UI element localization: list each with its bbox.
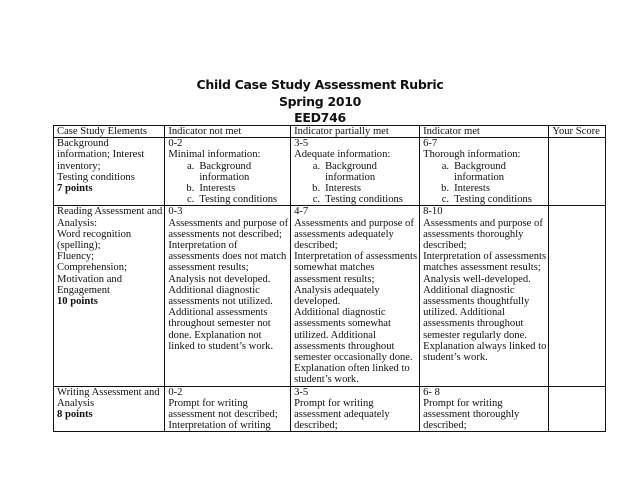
criteria-line: Additional diagnostic <box>423 284 515 296</box>
criteria-list-item-continued: information <box>454 171 505 183</box>
criteria-list-item: a. Background <box>186 160 252 172</box>
element-line: Writing Assessment and <box>57 386 160 398</box>
criteria-list-item: c. Testing conditions <box>441 194 532 206</box>
your-score-cell[interactable] <box>549 138 606 206</box>
header-indicator-met: Indicator met <box>420 126 549 138</box>
criteria-line: assessments somewhat <box>294 318 391 330</box>
criteria-line: Analysis not developed. <box>168 273 271 285</box>
criteria-line: assessments not utilized. <box>168 296 273 308</box>
criteria-line: assessments adequately <box>294 228 394 240</box>
criteria-line: Interpretation of writing <box>168 420 271 432</box>
criteria-list-item: b. Interests <box>441 183 490 195</box>
criteria-line: utilized. Additional <box>423 307 505 319</box>
criteria-line: Interpretation of assessments <box>294 251 418 263</box>
element-cell <box>54 138 165 206</box>
score-range: 3-5 <box>294 138 309 150</box>
criteria-line: assessments throughout <box>294 340 395 352</box>
element-line: Engagement <box>57 284 110 296</box>
criteria-line: utilized. Additional <box>294 329 376 341</box>
criteria-line: described; <box>294 240 338 252</box>
criteria-line: assessments does not match <box>168 251 287 263</box>
criteria-line: developed. <box>294 296 341 308</box>
criteria-intro: Thorough information: <box>423 149 521 161</box>
score-range: 8-10 <box>423 206 443 218</box>
table-row <box>54 386 606 432</box>
score-range: 6- 8 <box>423 386 440 398</box>
criteria-line: Analysis well-developed. <box>423 273 531 285</box>
your-score-cell[interactable] <box>549 206 606 386</box>
criteria-line: assessments thoroughly <box>423 228 524 240</box>
criteria-line: Assessments and purpose of <box>294 217 414 229</box>
your-score-cell[interactable] <box>549 386 606 432</box>
score-range: 0-3 <box>168 206 183 218</box>
criteria-line: described; <box>423 240 467 252</box>
criteria-line: Assessments and purpose of <box>423 217 543 229</box>
criteria-list-item: c. Testing conditions <box>186 194 278 206</box>
points-label: 8 points <box>57 409 93 421</box>
document-subtitle: Spring 2010 <box>278 93 362 109</box>
header-indicator-partially-met: Indicator partially met <box>291 126 420 138</box>
element-line: Analysis <box>57 397 95 409</box>
criteria-line: Additional assessments <box>168 307 268 319</box>
criteria-line: Prompt for writing <box>294 397 374 409</box>
criteria-line: semester occasionally done. <box>294 352 413 364</box>
met-cell <box>420 386 549 432</box>
title-block <box>0 77 640 127</box>
partially-met-cell <box>291 386 420 432</box>
element-line: Fluency; <box>57 251 95 263</box>
element-cell <box>54 206 165 386</box>
criteria-line: Additional diagnostic <box>294 307 386 319</box>
criteria-line: linked to student’s work. <box>168 340 274 352</box>
header-your-score: Your Score <box>549 126 606 138</box>
criteria-line: matches assessment results; <box>423 262 541 274</box>
element-line: information; Interest <box>57 149 145 161</box>
criteria-line: described; <box>423 420 467 432</box>
element-line: Background <box>57 138 109 150</box>
criteria-list-item: a. Background <box>312 160 377 172</box>
criteria-line: somewhat matches <box>294 262 375 274</box>
score-range: 0-2 <box>168 386 183 398</box>
criteria-line: assessment results; <box>168 262 249 274</box>
criteria-line: Explanation always linked to <box>423 340 547 352</box>
criteria-line: Analysis adequately <box>294 284 380 296</box>
points-label: 10 points <box>57 296 98 308</box>
element-line: Analysis: <box>57 217 98 229</box>
criteria-list-item: b. Interests <box>186 183 236 195</box>
met-cell <box>420 206 549 386</box>
criteria-line: student’s work. <box>294 374 359 386</box>
document-title: Child Case Study Assessment Rubric <box>196 77 444 92</box>
header-case-study-elements: Case Study Elements <box>54 126 165 138</box>
criteria-list-item-continued: information <box>325 171 376 183</box>
table-row <box>54 206 606 386</box>
criteria-line: Additional diagnostic <box>168 284 260 296</box>
header-row <box>54 126 606 138</box>
criteria-line: semester regularly done. <box>423 329 527 341</box>
criteria-list-item: a. Background <box>441 160 506 172</box>
criteria-line: throughout semester not <box>168 318 271 330</box>
criteria-list-item: b. Interests <box>312 183 361 195</box>
element-line: Comprehension; <box>57 262 128 274</box>
course-code: EED746 <box>294 110 346 125</box>
criteria-line: assessments thoughtfully <box>423 296 530 308</box>
not-met-cell <box>165 206 291 386</box>
criteria-line: Prompt for writing <box>423 397 503 409</box>
score-range: 3-5 <box>294 386 309 398</box>
score-range: 6-7 <box>423 138 438 150</box>
criteria-line: assessment results; <box>294 273 375 285</box>
element-line: Motivation and <box>57 273 123 285</box>
element-line: inventory; <box>57 160 101 172</box>
element-line: (spelling); <box>57 240 101 252</box>
points-label: 7 points <box>57 183 93 195</box>
criteria-line: assessment thoroughly <box>423 409 520 421</box>
header-indicator-not-met: Indicator not met <box>165 126 291 138</box>
score-range: 0-2 <box>168 138 183 150</box>
criteria-line: Interpretation of assessments <box>423 251 547 263</box>
criteria-list-item-continued: information <box>199 171 250 183</box>
element-line: Testing conditions <box>57 171 135 183</box>
met-cell <box>420 138 549 206</box>
criteria-line: described; <box>294 420 338 432</box>
partially-met-cell <box>291 206 420 386</box>
criteria-line: done. Explanation not <box>168 329 262 341</box>
criteria-intro: Minimal information: <box>168 149 261 161</box>
criteria-line: Explanation often linked to <box>294 363 410 375</box>
criteria-line: assessment not described; <box>168 409 278 421</box>
criteria-line: assessment adequately <box>294 409 390 421</box>
criteria-line: assessments not described; <box>168 228 282 240</box>
not-met-cell <box>165 138 291 206</box>
table-row <box>54 138 606 206</box>
criteria-line: Assessments and purpose of <box>168 217 289 229</box>
rubric-table <box>53 125 606 432</box>
score-range: 4-7 <box>294 206 309 218</box>
criteria-line: Prompt for writing <box>168 397 248 409</box>
element-line: Reading Assessment and <box>57 206 163 218</box>
element-cell <box>54 386 165 432</box>
criteria-line: student’s work. <box>423 352 488 364</box>
not-met-cell <box>165 386 291 432</box>
criteria-list-item: c. Testing conditions <box>312 194 403 206</box>
element-line: Word recognition <box>57 228 132 240</box>
criteria-line: assessments throughout <box>423 318 524 330</box>
criteria-line: Interpretation of <box>168 240 238 252</box>
partially-met-cell <box>291 138 420 206</box>
criteria-intro: Adequate information: <box>294 149 391 161</box>
